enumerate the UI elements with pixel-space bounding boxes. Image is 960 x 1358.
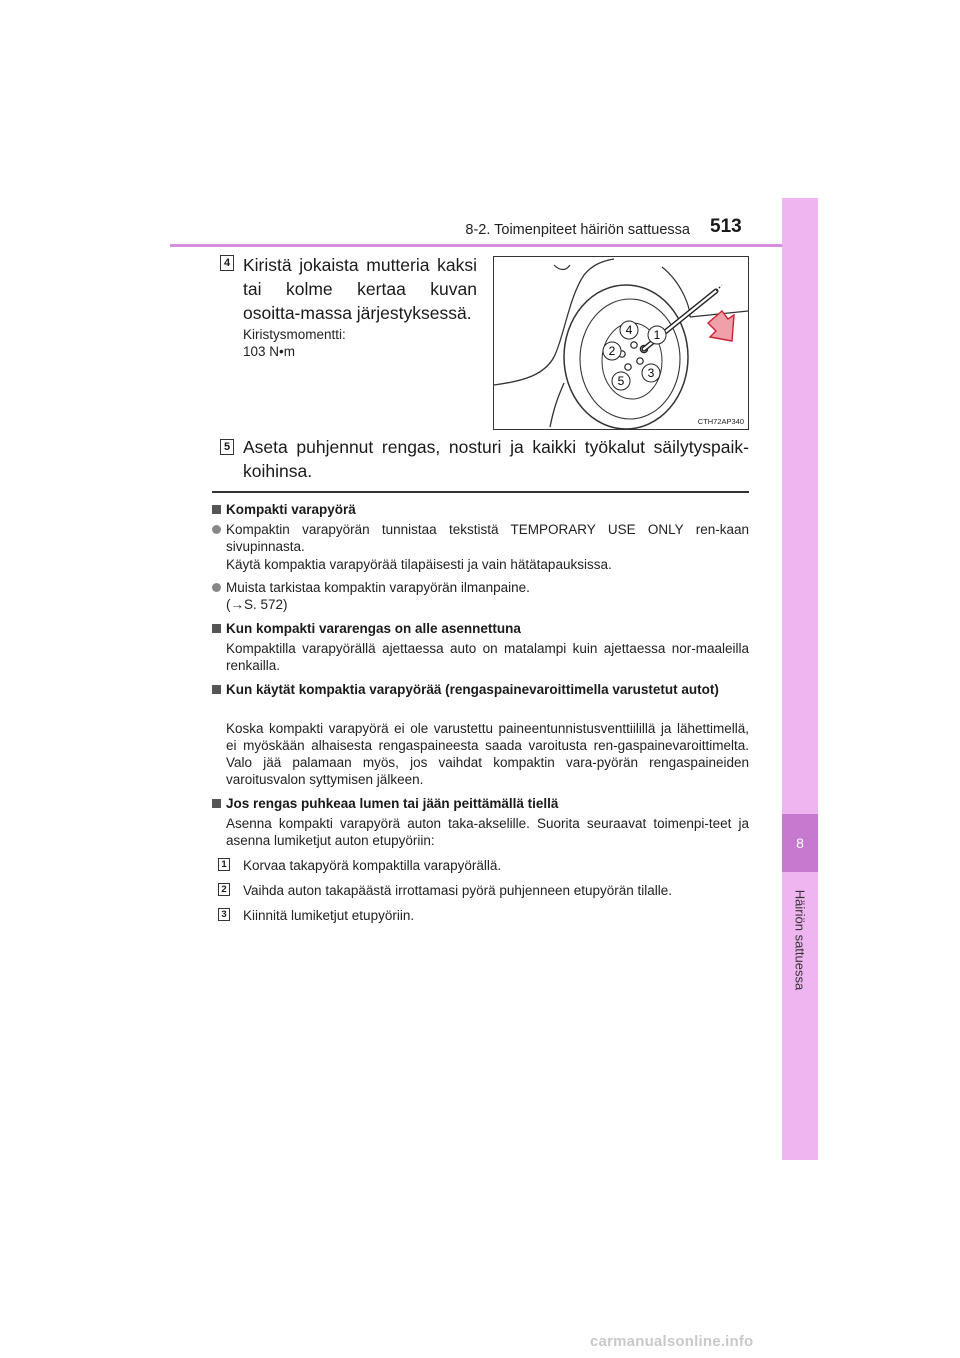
step-number-4: 4: [220, 255, 234, 271]
section-divider: [212, 491, 749, 493]
order-label-3: 3: [647, 366, 655, 380]
snow-step-number-3: 3: [218, 908, 230, 921]
figure-code: CTH72AP340: [697, 417, 744, 426]
chapter-label: [782, 880, 818, 1000]
installed-text: Kompaktilla varapyörällä ajettaessa auto on matalampi kuin ajettaessa nor-maaleilla renkailla.: [226, 641, 749, 673]
heading-compact-spare: [212, 501, 356, 518]
section-title: 8-2. Toimenpiteet häiriön sattuessa: [465, 222, 690, 238]
compact-bullet-1-note: Käytä kompaktia varapyörää tilapäisesti ja vain hätätapauksissa.: [226, 557, 612, 572]
step-5-text: Aseta puhjennut rengas, nosturi ja kaikki työkalut säilytyspaik-koihinsa.: [243, 437, 749, 481]
watermark: carmanualsonline.info: [590, 1333, 754, 1350]
chapter-label-text: Häiriön sattuessa: [792, 889, 808, 991]
heading-tpws: [212, 681, 749, 698]
header-divider: [170, 244, 818, 247]
compact-bullet-2-text: Muista tarkistaa kompaktin varapyörän ilmanpaine.: [226, 580, 530, 595]
bullet-icon: [212, 525, 221, 534]
order-label-1: 1: [653, 328, 661, 342]
heading-square-icon: [212, 685, 221, 694]
tpws-text: Koska kompakti varapyörä ei ole varustettu paineentunnistusventtiilillä ja lähettimellä, ei myöskään alhaisesta rengaspaineesta saada varoitusta ren-gaspainevaroittimelta. Valo jää palamaan myös, jos vaihdat kompaktin vara-pyörän rengaspaineiden varoitusvalon syttymisen jälkeen.: [226, 721, 749, 787]
snow-step-3-text: Kiinnitä lumiketjut etupyöriin.: [243, 908, 415, 923]
heading-snow: [212, 795, 558, 812]
snow-step-number-1: 1: [218, 858, 230, 871]
order-label-5: 5: [617, 374, 625, 388]
chapter-side-tab: [782, 198, 818, 1160]
step-4-text: Kiristä jokaista mutteria kaksi tai kolme kertaa kuvan osoitta-massa järjestyksessä.: [243, 255, 477, 323]
snow-step-number-2: 2: [218, 883, 230, 896]
bullet-icon: [212, 583, 221, 592]
page-number: 513: [710, 216, 742, 237]
heading-tpws-text: Kun käytät kompaktia varapyörää (rengaspainevaroittimella varustetut autot): [226, 682, 719, 697]
step-number-5: 5: [220, 439, 234, 455]
snow-step-2-text: Vaihda auton takapäästä irrottamasi pyörä puhjenneen etupyörän tilalle.: [243, 883, 673, 898]
wheel-illustration: [494, 257, 748, 429]
order-label-4: 4: [625, 323, 633, 337]
heading-square-icon: [212, 624, 221, 633]
heading-compact-spare-text: Kompakti varapyörä: [226, 502, 356, 517]
torque-label: Kiristysmomentti:: [243, 327, 346, 342]
heading-square-icon: [212, 505, 221, 514]
chapter-number-tab[interactable]: 8: [782, 814, 818, 872]
heading-installed: [212, 620, 521, 637]
heading-installed-text: Kun kompakti vararengas on alle asennettuna: [226, 621, 521, 636]
snow-step-1-text: Korvaa takapyörä kompaktilla varapyörällä.: [243, 858, 502, 873]
heading-square-icon: [212, 799, 221, 808]
compact-bullet-1-text: Kompaktin varapyörän tunnistaa tekstistä TEMPORARY USE ONLY ren-kaan sivupinnasta.: [226, 522, 749, 554]
wheel-nut-tightening-figure: [493, 256, 749, 430]
snow-text: Asenna kompakti varapyörä auton taka-akselille. Suorita seuraavat toimenpi-teet ja asenna lumiketjut auton etupyöriin:: [226, 816, 749, 848]
order-label-2: 2: [608, 344, 616, 358]
compact-bullet-2-ref[interactable]: (→S. 572): [226, 597, 288, 612]
heading-snow-text: Jos rengas puhkeaa lumen tai jään peittämällä tiellä: [226, 796, 559, 811]
torque-value: 103 N•m: [243, 344, 295, 359]
